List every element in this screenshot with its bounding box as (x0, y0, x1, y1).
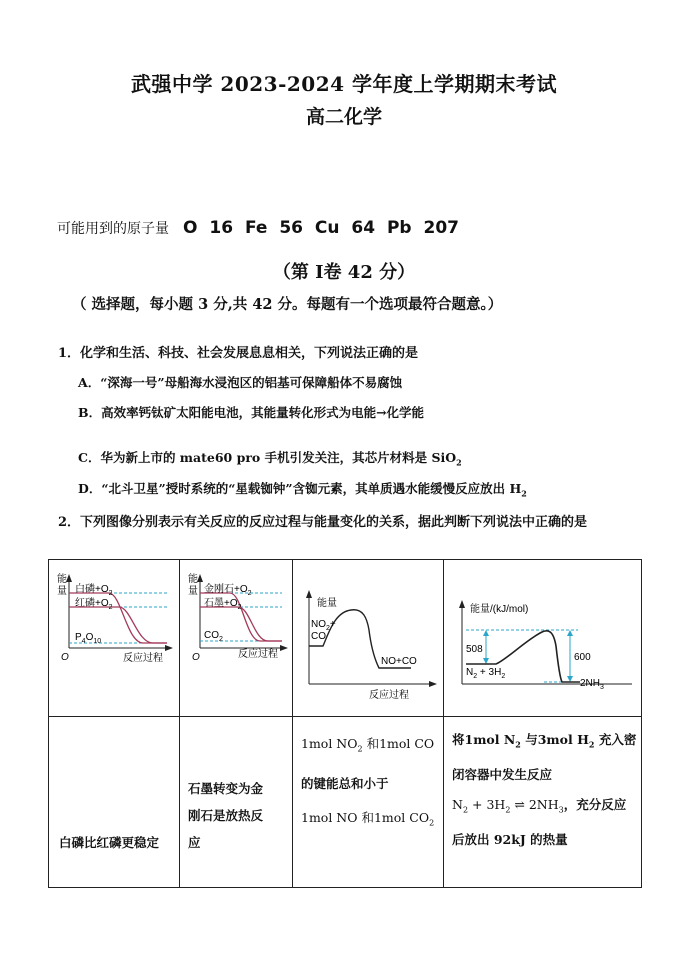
section-title: （第 Ⅰ卷 42 分） (272, 262, 416, 283)
g4-value-508: 508 (466, 644, 483, 655)
g1-label-white-p: 白磷$+O_2$ (75, 584, 113, 597)
exam-subtitle: 高二化学 (305, 106, 382, 128)
graph-cell-1 (49, 560, 180, 717)
g1-label-red-p: 红磷$+O_2$ (75, 598, 113, 611)
statement-cell-4 (444, 717, 642, 888)
graph-diamond-graphite (180, 560, 292, 716)
graph-cell-2 (180, 560, 293, 717)
statement-3: 1mol $NO_2$ 和1mol CO 的键能总和小于 1mol NO 和1mol $CO_2$ (301, 736, 435, 827)
g2-ylabel-2: 量 (188, 586, 198, 597)
g4-label-reactants: $N_2 + 3H_2$ (466, 667, 506, 680)
atomic-masses (57, 218, 459, 238)
g2-label-co2: $CO_2$ (204, 630, 223, 643)
g1-ylabel-1: 能 (57, 574, 67, 585)
g2-ylabel-1: 能 (188, 574, 198, 585)
g2-label-diamond: 金刚石$+O_2$ (204, 584, 252, 597)
g1-label-p4o10: $P_4O_{10}$ (75, 632, 102, 645)
g3-label-co: CO (311, 631, 326, 642)
g4-label-products: $2NH_3$ (580, 678, 604, 691)
g3-xlabel: 反应过程 (369, 690, 409, 701)
atomic-masses-label: 可能用到的原子量 (57, 221, 169, 237)
graph-white-phosphorus (49, 560, 179, 716)
g2-label-graphite: 石墨$+O_2$ (204, 598, 242, 611)
section-instruction: （ 选择题，每小题 3 分,共 42 分。每题有一个选项最符合题意。） (72, 296, 503, 313)
g2-xlabel: 反应过程 (238, 649, 278, 660)
question-2-table (48, 559, 642, 888)
question-2-stem: 2．下列图像分别表示有关反应的反应过程与能量变化的关系，据此判断下列说法中正确的是 (58, 515, 588, 530)
statement-1: 白磷比红磷更稳定 (59, 835, 160, 850)
statement-cell-2 (180, 717, 293, 888)
exam-title: 武强中学 2023-2024 学年度上学期期末考试 (130, 72, 558, 96)
statement-cell-3 (293, 717, 444, 888)
statement-2: 石墨转变为金 刚石是放热反 应 (188, 781, 264, 850)
question-1-option-a: A．“深海一号”母船海水浸泡区的铝基可保障船体不易腐蚀 (78, 375, 403, 390)
g2-origin: O (192, 652, 200, 663)
atomic-masses-values: O 16 Fe 56 Cu 64 Pb 207 (183, 218, 459, 238)
question-1-option-c: C．华为新上市的 mate60 pro 手机引发关注，其芯片材料是 SiO$_2$ (78, 450, 462, 468)
g3-ylabel: 能量 (317, 598, 337, 609)
question-1-option-b: B．高效率钙钛矿太阳能电池，其能量转化形式为电能→化学能 (78, 405, 425, 420)
g4-ylabel: 能量/(kJ/mol) (470, 604, 529, 615)
g1-xlabel: 反应过程 (123, 653, 163, 664)
g4-value-600: 600 (574, 652, 591, 663)
g3-label-no2: $NO_2+$ (311, 619, 336, 632)
graph-cell-4 (444, 560, 642, 717)
question-1-option-d: D．“北斗卫星”授时系统的“星载铷钟”含铷元素，其单质遇水能缓慢反应放出 $H_2$ (78, 481, 527, 499)
statement-cell-1 (49, 717, 180, 888)
g3-label-no-co: NO+CO (381, 656, 417, 667)
graph-ammonia (444, 560, 641, 716)
question-1-stem: 1．化学和生活、科技、社会发展息息相关，下列说法正确的是 (58, 346, 419, 361)
g1-ylabel-2: 量 (57, 586, 67, 597)
g1-origin: O (61, 652, 69, 663)
graph-cell-3 (293, 560, 444, 717)
graph-no2-co (293, 560, 443, 716)
statement-4: 将1mol $N_2$ 与3mol $H_2$ 充入密 闭容器中发生反应 $N_2 + 3H_2$ ⇌ $2NH_3$，充分反应 后放出 92kJ 的热量 (452, 732, 637, 847)
